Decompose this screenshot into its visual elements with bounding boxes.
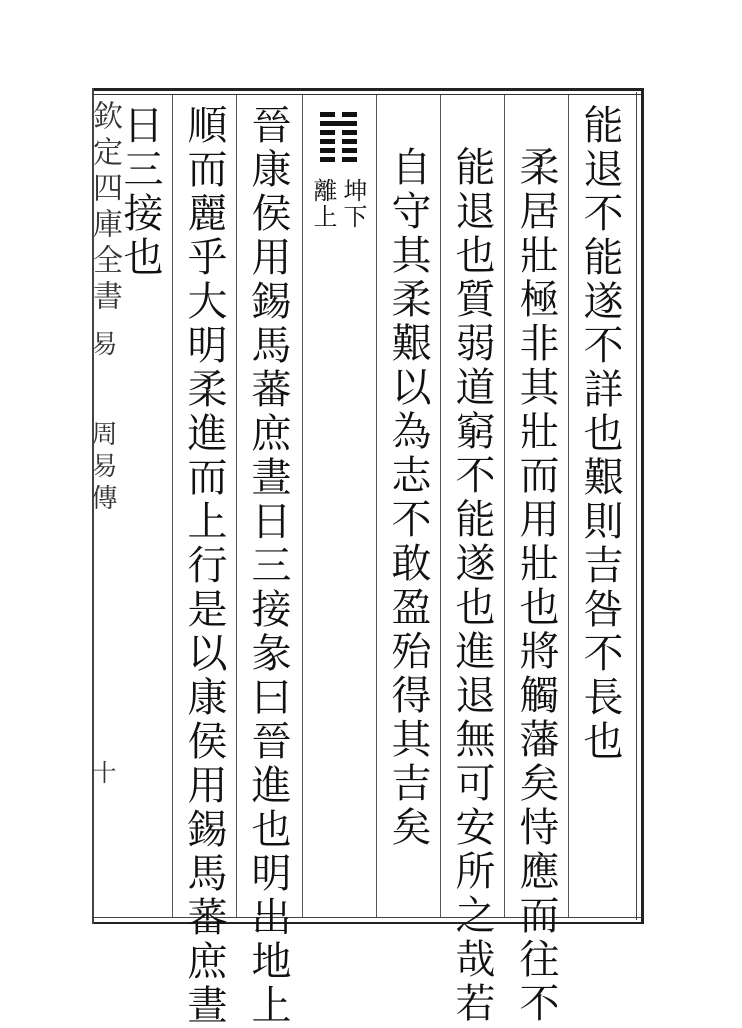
- column-divider: [236, 95, 237, 917]
- margin-title: 欽定四庫全書: [87, 100, 122, 316]
- text-column-1: 能退不能遂不詳也艱則吉咎不長也: [577, 104, 623, 764]
- text-column-2: 柔居壯極非其壯而用壯也將觸藩矣恃應而往不: [513, 146, 559, 1026]
- frame-bottom-inner-border: [92, 917, 644, 918]
- column-divider: [302, 95, 303, 917]
- margin-folio-number: 十: [88, 760, 116, 790]
- text-column-7: 順而麗乎大明柔進而上行是以康侯用錫馬蕃庶晝: [181, 104, 227, 1028]
- margin-section: 易: [87, 330, 117, 362]
- frame-right-inner-border: [636, 92, 637, 920]
- column-divider: [172, 95, 173, 917]
- frame-right-border: [641, 88, 644, 924]
- column-divider: [504, 95, 505, 917]
- column-divider: [568, 95, 569, 917]
- frame-bottom-border: [92, 922, 644, 924]
- frame-top-inner-border: [92, 94, 644, 95]
- frame-top-border: [92, 88, 644, 91]
- column-divider: [440, 95, 441, 917]
- text-column-8: 日三接也: [117, 104, 163, 280]
- text-column-3: 能退也質弱道窮不能遂也進退無可安所之哉若: [449, 146, 495, 1026]
- trigram-upper-label: 離上: [309, 178, 337, 230]
- trigram-lower-label: 坤下: [339, 178, 367, 230]
- column-divider: [376, 95, 377, 917]
- text-column-4: 自守其柔艱以為志不敢盈殆得其吉矣: [385, 146, 431, 850]
- margin-book-title: 周易傳: [87, 420, 117, 516]
- hexagram-symbol: [320, 112, 358, 162]
- text-column-6: 晉康侯用錫馬蕃庶晝日三接彖曰晉進也明出地上: [245, 104, 291, 1028]
